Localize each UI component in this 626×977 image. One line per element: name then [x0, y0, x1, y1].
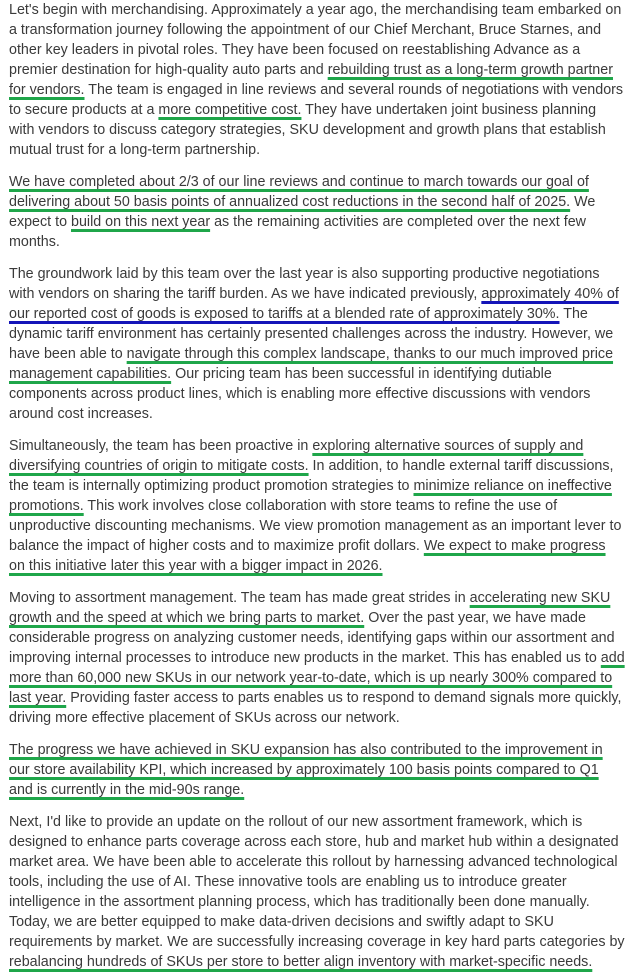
- green-underline-highlight: minimize reliance on ineffective promotions.: [9, 478, 612, 514]
- green-underline-highlight: accelerating new SKU growth and the speed at which we bring parts to market.: [9, 590, 611, 626]
- green-underline-highlight: add more than 60,000 new SKUs in our network year-to-date, which is up nearly 300% compared to last year.: [9, 650, 625, 706]
- green-underline-highlight: We expect to make progress on this initiative later this year with a bigger impact in 2026.: [9, 538, 606, 574]
- blue-underline-highlight: approximately 40% of our reported cost of goods is exposed to tariffs at a blended rate of approximately 30%.: [9, 286, 619, 322]
- paragraph: [9, 172, 625, 252]
- paragraph-text: as the remaining activities are completed over the next few months.: [9, 214, 586, 250]
- paragraph: [9, 740, 625, 800]
- paragraph: [9, 812, 625, 972]
- paragraph: [9, 588, 625, 728]
- green-underline-highlight: build on this next year: [71, 214, 211, 230]
- paragraph: [9, 264, 625, 424]
- paragraph-text: Simultaneously, the team has been proactive in: [9, 438, 313, 454]
- green-underline-highlight: The progress we have achieved in SKU expansion has also contributed to the improvement in our store availability KPI, which increased by approximately 100 basis points compared to Q1 and is currently in the mid-90s range.: [9, 742, 603, 798]
- paragraph-text: We expect to: [9, 194, 596, 230]
- paragraph-text: Let's begin with merchandising. Approximately a year ago, the merchandising team embarked on a transformation journey following the appointment of our Chief Merchant, Bruce Starnes, and other key leaders in pivotal roles. They have been focused on reestablishing Advance as a premier destination for high-quality auto parts and: [9, 2, 622, 78]
- paragraph-text: Providing faster access to parts enables us to respond to demand signals more quickly, driving more effective placement of SKUs across our network.: [9, 690, 622, 726]
- paragraph-text: The dynamic tariff environment has certainly presented challenges across the industry. However, we have been able to: [9, 306, 614, 362]
- green-underline-highlight: more competitive cost.: [158, 102, 302, 118]
- green-underline-highlight: rebalancing hundreds of SKUs per store to better align inventory with market-specific needs.: [9, 954, 593, 970]
- paragraph: [9, 436, 625, 576]
- paragraph-text: Moving to assortment management. The team has made great strides in: [9, 590, 470, 606]
- paragraph-text: In addition, to handle external tariff discussions, the team is internally optimizing product promotion strategies to: [9, 458, 614, 494]
- paragraph-text: This work involves close collaboration with store teams to refine the use of unproductive discounting mechanisms. We view promotion management as an important lever to balance the impact of higher costs and to maximize profit dollars.: [9, 498, 622, 554]
- green-underline-highlight: exploring alternative sources of supply and diversifying countries of origin to mitigate costs.: [9, 438, 584, 474]
- paragraph-text: Our pricing team has been successful in identifying dutiable components across product lines, which is enabling more effective discussions with vendors around cost increases.: [9, 366, 591, 422]
- paragraph: [9, 0, 625, 160]
- green-underline-highlight: We have completed about 2/3 of our line reviews and continue to march towards our goal of delivering about 50 basis points of annualized cost reductions in the second half of 2025.: [9, 174, 589, 210]
- paragraph-text: They have undertaken joint business planning with vendors to discuss category strategies, SKU development and growth plans that establish mutual trust for a long-term partnership.: [9, 102, 606, 158]
- paragraph-text: Over the past year, we have made considerable progress on analyzing customer needs, identifying gaps within our assortment and improving internal processes to introduce new products in the market. This has enabled us to: [9, 610, 615, 666]
- green-underline-highlight: rebuilding trust as a long-term growth partner for vendors.: [9, 62, 613, 98]
- paragraph-text: Next, I'd like to provide an update on the rollout of our new assortment framework, which is designed to enhance parts coverage across each store, hub and market hub within a designated market area. We have been able to accelerate this rollout by harnessing advanced technological tools, including the use of AI. These innovative tools are enabling us to introduce greater intelligence in the assortment planning process, which has traditionally been done manually. Today, we are better equipped to make data-driven decisions and swiftly adapt to SKU requirements by market. We are successfully increasing coverage in key hard parts categories by: [9, 814, 625, 950]
- paragraph-text: The team is engaged in line reviews and several rounds of negotiations with vendors to secure products at a: [9, 82, 624, 118]
- paragraph-text: The groundwork laid by this team over the last year is also supporting productive negotiations with vendors on sharing the tariff burden. As we have indicated previously,: [9, 266, 600, 302]
- green-underline-highlight: navigate through this complex landscape, thanks to our much improved price management capabilities.: [9, 346, 614, 382]
- document-body: [9, 0, 625, 972]
